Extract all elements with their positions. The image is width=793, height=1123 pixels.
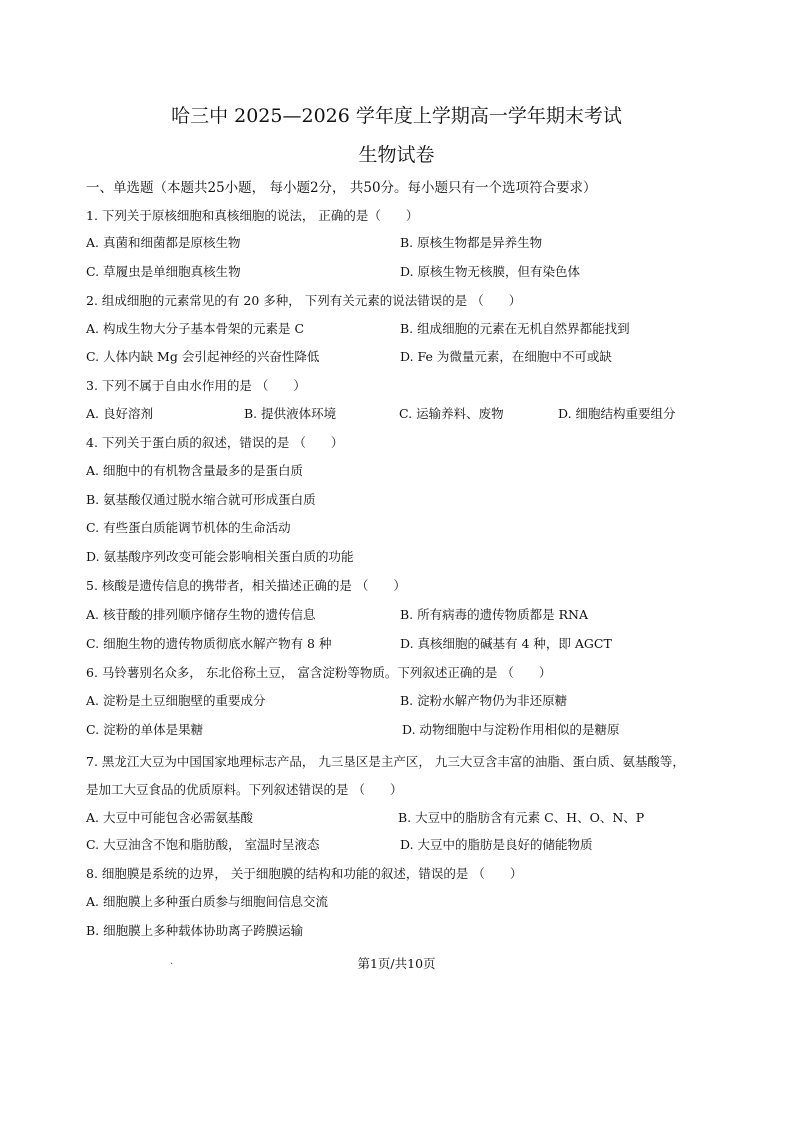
q6-option-b: B. 淀粉水解产物仍为非还原糖 [400,693,568,708]
q2-option-d: D. Fe 为微量元素，在细胞中不可或缺 [400,349,612,364]
q2-option-c: C. 人体内缺 Mg 会引起神经的兴奋性降低 [86,349,320,364]
q5-option-d: D. 真核细胞的碱基有 4 种，即 AGCT [400,636,612,651]
q1-option-a: A. 真菌和细菌都是原核生物 [86,235,241,250]
q4-option-d: D. 氨基酸序列改变可能会影响相关蛋白质的功能 [86,549,354,564]
q7-option-d: D. 大豆中的脂肪是良好的储能物质 [400,837,593,852]
q6-option-c: C. 淀粉的单体是果糖 [86,722,204,737]
q6-option-d: D. 动物细胞中与淀粉作用相似的是糖原 [402,722,620,737]
q8-option-a: A. 细胞膜上多种蛋白质参与细胞间信息交流 [86,894,328,909]
q3-option-b: B. 提供液体环境 [244,406,337,421]
q2-option-b: B. 组成细胞的元素在无机自然界都能找到 [400,321,630,336]
q1-option-b: B. 原核生物都是异养生物 [400,235,543,250]
question-7-continued: 是加工大豆食品的优质原料。下列叙述错误的是 （ ） [86,782,403,797]
q8-option-b: B. 细胞膜上多种载体协助离子跨膜运输 [86,923,304,938]
section-heading: 一、单选题（本题共25小题， 每小题2分， 共50分。每小题只有一个选项符合要求） [86,180,597,196]
page-title: 哈三中 2025—2026 学年度上学期高一学年期末考试 [171,105,622,127]
question-5: 5. 核酸是遗传信息的携带者，相关描述正确的是 （ ） [86,578,406,593]
q5-option-b: B. 所有病毒的遗传物质都是 RNA [400,607,588,622]
q3-option-a: A. 良好溶剂 [86,406,153,421]
footer-mark: . [170,956,174,967]
q5-option-a: A. 核苷酸的排列顺序储存生物的遗传信息 [86,607,316,622]
q1-option-d: D. 原核生物无核膜，但有染色体 [400,264,581,279]
q4-option-a: A. 细胞中的有机物含量最多的是蛋白质 [86,463,303,478]
page-subtitle: 生物试卷 [358,144,435,166]
question-3: 3. 下列不属于自由水作用的是 （ ） [86,378,306,393]
q3-option-c: C. 运输养料、废物 [399,406,504,421]
page-number: 第1页/共10页 [357,956,436,971]
q7-option-c: C. 大豆油含不饱和脂肪酸， 室温时呈液态 [86,837,320,852]
question-2: 2. 组成细胞的元素常见的有 20 多种， 下列有关元素的说法错误的是 （ ） [86,293,522,308]
question-1: 1. 下列关于原核细胞和真核细胞的说法， 正确的是（ ） [86,208,419,223]
question-7: 7. 黑龙江大豆为中国国家地理标志产品， 九三垦区是主产区， 九三大豆含丰富的油脂、蛋白质、氨基酸等， [86,754,685,769]
q7-option-a: A. 大豆中可能包含必需氨基酸 [86,810,253,825]
q2-option-a: A. 构成生物大分子基本骨架的元素是 C [86,321,305,336]
q7-option-b: B. 大豆中的脂肪含有元素 C、H、O、N、P [398,810,645,825]
q1-option-c: C. 草履虫是单细胞真核生物 [86,264,241,279]
q3-option-d: D. 细胞结构重要组分 [558,406,676,421]
q6-option-a: A. 淀粉是土豆细胞壁的重要成分 [86,693,266,708]
q4-option-b: B. 氨基酸仅通过脱水缩合就可形成蛋白质 [86,492,316,507]
q5-option-c: C. 细胞生物的遗传物质彻底水解产物有 8 种 [86,636,332,651]
q4-option-c: C. 有些蛋白质能调节机体的生命活动 [86,520,291,535]
question-6: 6. 马铃薯别名众多， 东北俗称土豆， 富含淀粉等物质。下列叙述正确的是 （ ） [86,665,552,680]
question-4: 4. 下列关于蛋白质的叙述，错误的是 （ ） [86,435,344,450]
question-8: 8. 细胞膜是系统的边界， 关于细胞膜的结构和功能的叙述，错误的是 （ ） [86,866,523,881]
